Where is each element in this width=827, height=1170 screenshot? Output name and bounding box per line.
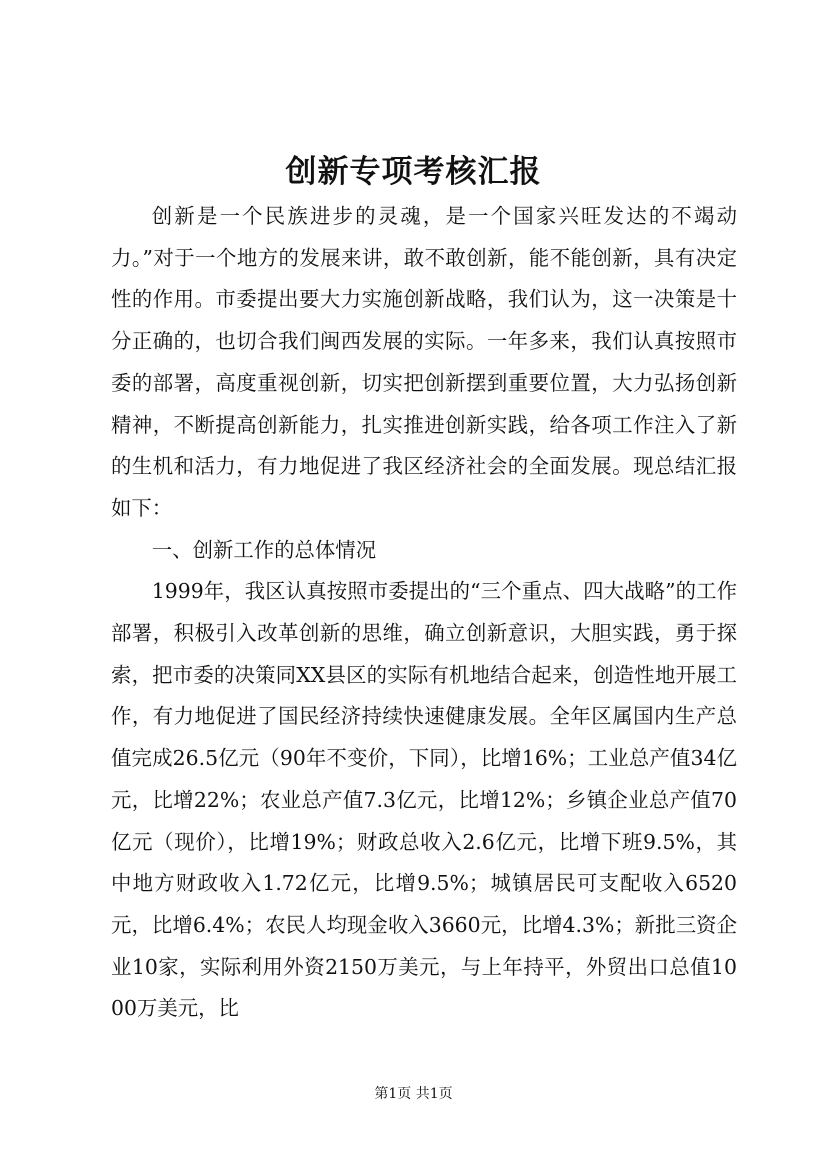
page-footer: 第1页 共1页 [374, 1086, 453, 1102]
document-title: 创新专项考核汇报 [285, 154, 542, 190]
document-body [111, 196, 737, 1030]
paragraph-overview: 1999年，我区认真按照市委提出的“三个重点、四大战略”的工作部署，积极引入改革创新的思维，确立创新意识，大胆实践，勇于探索，把市委的决策同XX县区的实际有机地结合起来，创造性地开展工作，有力地促进了国民经济持续快速健康发展。全年区属国内生产总值完成26.5亿元（90年不变价，下同），比增16%；工业总产值34亿元，比增22%；农业总产值7.3亿元，比增12%；乡镇企业总产值70亿元（现价），比增19%；财政总收入2.6亿元，比增下班9.5%，其中地方财政收入1.72亿元，比增9.5%；城镇居民可支配收入6520元，比增6.4%；农民人均现金收入3660元，比增4.3%；新批三资企业10家，实际利用外资2150万美元，与上年持平，外贸出口总值1000万美元，比 [111, 579, 737, 1021]
paragraph-intro: 创新是一个民族进步的灵魂，是一个国家兴旺发达的不竭动力。”对于一个地方的发展来讲，敢不敢创新，能不能创新，具有决定性的作用。市委提出要大力实施创新战略，我们认为，这一决策是十分正确的，也切合我们闽西发展的实际。一年多来，我们认真按照市委的部署，高度重视创新，切实把创新摆到重要位置，大力弘扬创新精神，不断提高创新能力，扎实推进创新实践，给各项工作注入了新的生机和活力，有力地促进了我区经济社会的全面发展。现总结汇报如下： [111, 204, 737, 520]
section-heading: 一、创新工作的总体情况 [151, 537, 377, 562]
